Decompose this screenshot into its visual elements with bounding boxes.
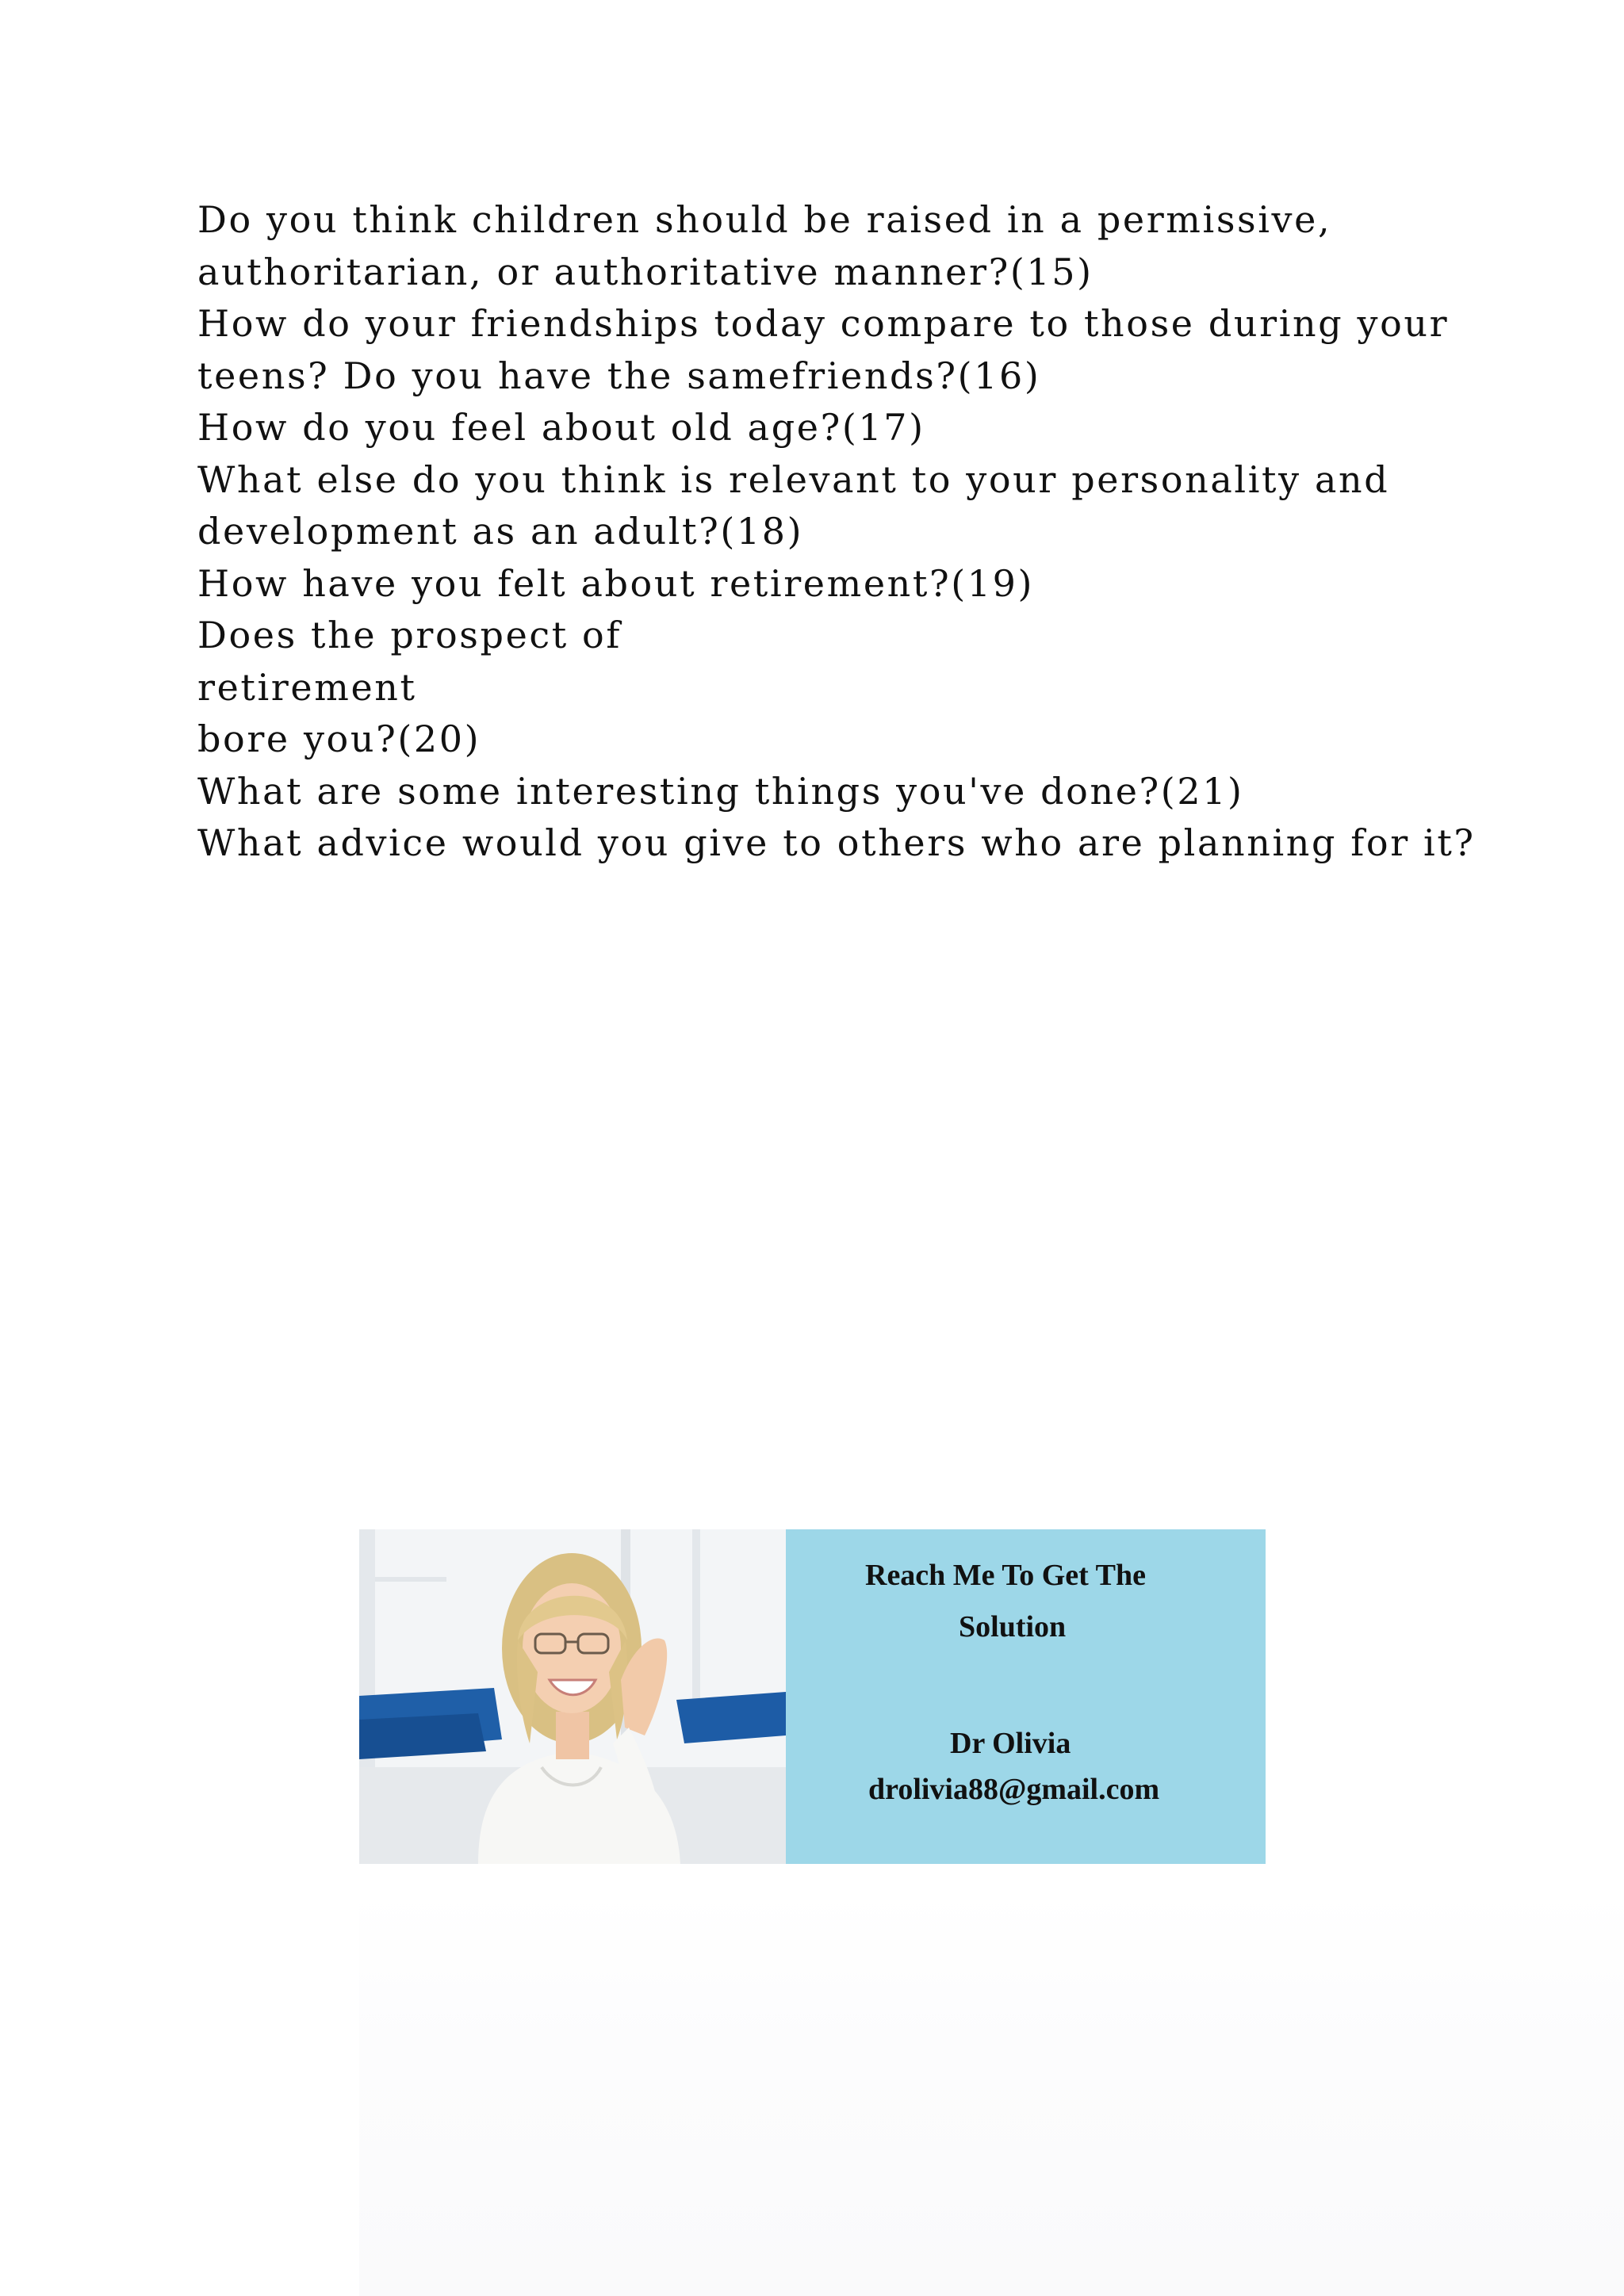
question-line: What advice would you give to others who are planning for it? <box>197 821 1476 864</box>
question-line: How do your friendships today compare to those during your <box>197 302 1450 345</box>
contact-banner <box>359 1529 1266 1864</box>
question-line: teens? Do you have the samefriends?(16) <box>197 354 1041 397</box>
question-list <box>197 194 1530 870</box>
question-line: What are some interesting things you've done?(21) <box>197 769 1244 813</box>
question-line: Do you think children should be raised in a permissive, <box>197 198 1332 241</box>
contact-heading: Reach Me To Get The <box>865 1559 1146 1592</box>
woman-photo <box>359 1529 786 1864</box>
question-line: development as an adult?(18) <box>197 510 804 553</box>
question-line: What else do you think is relevant to your personality and <box>197 457 1390 501</box>
question-line: bore you?(20) <box>197 718 481 760</box>
question-line: authoritarian, or authoritative manner?(15) <box>197 250 1094 293</box>
blank-area <box>359 1891 1624 2296</box>
question-line: How do you feel about old age?(17) <box>197 406 925 449</box>
question-line: How have you felt about retirement?(19) <box>197 561 1035 605</box>
question-line: retirement <box>197 665 417 709</box>
contact-email: drolivia88@gmail.com <box>868 1773 1160 1806</box>
contact-heading-continued: Solution <box>959 1610 1067 1644</box>
contact-name: Dr Olivia <box>950 1727 1071 1760</box>
question-line: Does the prospect of <box>197 614 622 656</box>
contact-panel <box>786 1529 1266 1864</box>
woman-photo-illustration <box>359 1529 786 1864</box>
